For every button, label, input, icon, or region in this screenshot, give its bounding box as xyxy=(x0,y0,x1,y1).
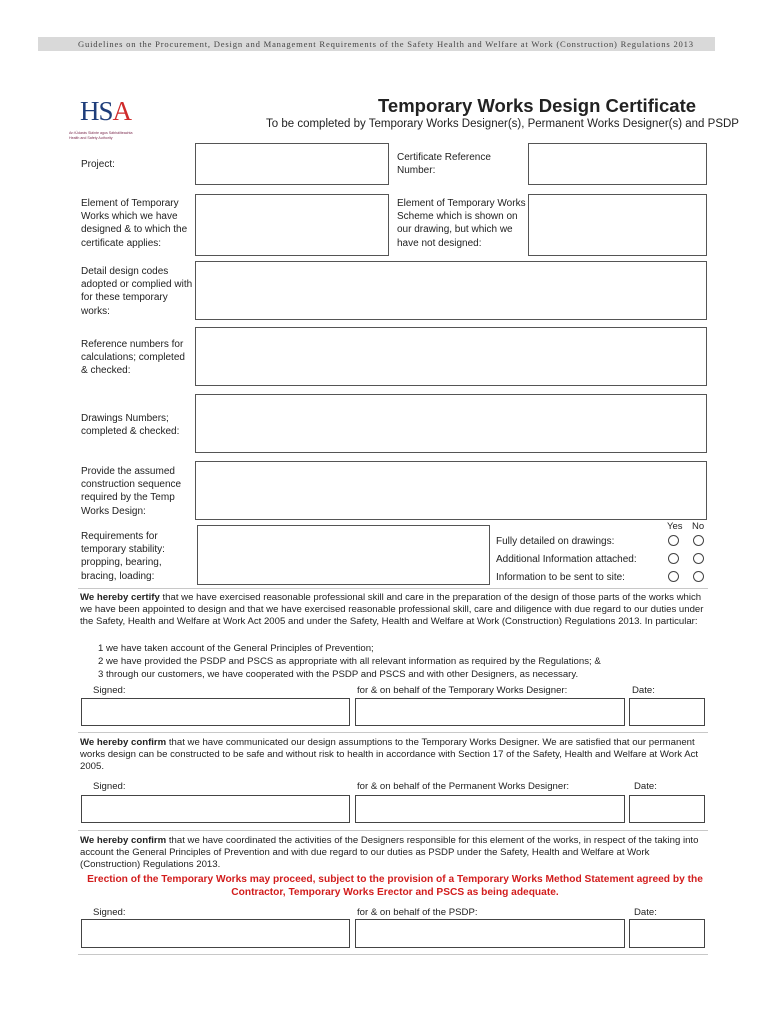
additional-info-no-radio[interactable] xyxy=(693,553,704,564)
twd-date-field[interactable] xyxy=(629,698,705,726)
option-label: Information to be sent to site: xyxy=(496,572,625,583)
cert-ref-label: Certificate Reference Number: xyxy=(397,152,491,177)
fully-detailed-yes-radio[interactable] xyxy=(668,535,679,546)
additional-info-yes-radio[interactable] xyxy=(668,553,679,564)
element-not-designed-label: Element of Temporary Works Scheme which is shown on our drawing, but which we have not designed: xyxy=(397,198,526,249)
option-label: Additional Information attached: xyxy=(496,554,637,565)
element-designed-field[interactable] xyxy=(195,194,389,256)
info-to-site-no-radio[interactable] xyxy=(693,571,704,582)
stability-field[interactable] xyxy=(197,525,490,585)
pwd-behalf-field[interactable] xyxy=(355,795,625,823)
element-not-designed-field[interactable] xyxy=(528,194,707,256)
hsa-logo xyxy=(80,96,131,127)
confirm-psdp-text: that we have coordinated the activities of the Designers responsible for this element of the works, in respect of the taking into account the General Principles of Prevention and with due regard to our duties as PSDP under the Safety, Health and Welfare at Work (Construction) Regulations 2013. xyxy=(80,835,699,871)
section-divider xyxy=(78,830,708,831)
date-label: Date: xyxy=(634,907,657,918)
confirm-psdp-lead: We hereby confirm xyxy=(80,835,167,846)
confirm-pwd-text: that we have communicated our design assumptions to the Temporary Works Designer. We are satisfied that our permanent works design can be constructed to be safe and without risk to health in accordance with Section 17 of the Safety, Health and Welfare at Work Act 2005. xyxy=(80,737,699,773)
certify-item: 2 we have provided the PSDP and PSCS as appropriate with all relevant information as required by the Regulations; & xyxy=(98,656,601,667)
psdp-date-field[interactable] xyxy=(629,919,705,948)
confirm-pwd-lead: We hereby confirm xyxy=(80,737,167,748)
twd-behalf-field[interactable] xyxy=(355,698,625,726)
design-codes-label: Detail design codes adopted or complied with for these temporary works: xyxy=(81,266,193,317)
no-header: No xyxy=(692,521,705,532)
info-to-site-yes-radio[interactable] xyxy=(668,571,679,582)
element-designed-label: Element of Temporary Works which we have designed & to which the certificate applies: xyxy=(81,198,188,249)
yes-header: Yes xyxy=(667,521,683,532)
running-header: Guidelines on the Procurement, Design and Management Requirements of the Safety Health and Welfare at Work (Construction) Regulations 2013 xyxy=(78,39,694,49)
section-divider xyxy=(78,732,708,733)
behalf-label: for & on behalf of the Permanent Works Designer: xyxy=(357,781,570,792)
sequence-label: Provide the assumed construction sequence required by the Temp Works Design: xyxy=(81,466,182,517)
logo-main: HS xyxy=(80,96,113,126)
certify-lead: We hereby certify xyxy=(80,592,160,603)
signed-label: Signed: xyxy=(93,781,126,792)
stability-label: Requirements for temporary stability: propping, bearing, bracing, loading: xyxy=(81,531,165,582)
calc-refs-label: Reference numbers for calculations; completed & checked: xyxy=(81,339,185,377)
project-label: Project: xyxy=(81,159,115,170)
form-subtitle: To be completed by Temporary Works Designer(s), Permanent Works Designer(s) and PSDP xyxy=(266,118,739,130)
certify-text: that we have exercised reasonable professional skill and care in the preparation of the design of those parts of the works which we have been appointed to design and that we have exercised reasonable professional skill, care and diligence with due regard to our duties under the Safety, Health and Welfare at Work Act 2005 and under the Safety, Health and Welfare at Work (Construction) Regulations 2013. In particular: xyxy=(80,592,704,628)
psdp-signature-field[interactable] xyxy=(81,919,350,948)
date-label: Date: xyxy=(634,781,657,792)
design-codes-field[interactable] xyxy=(195,261,707,320)
logo-subtext: An tÚdarás Sláinte agus Sábháilteachta Health and Safety Authority xyxy=(69,131,133,140)
certify-item: 3 through our customers, we have cooperated with the PSDP and PSCS and with other Designers, as necessary. xyxy=(98,669,579,680)
drawings-label: Drawings Numbers; completed & checked: xyxy=(81,413,180,438)
calc-refs-field[interactable] xyxy=(195,327,707,386)
drawings-field[interactable] xyxy=(195,394,707,453)
signed-label: Signed: xyxy=(93,907,126,918)
project-field[interactable] xyxy=(195,143,389,185)
certify-item: 1 we have taken account of the General Principles of Prevention; xyxy=(98,643,374,654)
twd-signature-field[interactable] xyxy=(81,698,350,726)
section-divider xyxy=(78,954,708,955)
form-title: Temporary Works Design Certificate xyxy=(378,95,697,116)
pwd-date-field[interactable] xyxy=(629,795,705,823)
pwd-signature-field[interactable] xyxy=(81,795,350,823)
cert-ref-field[interactable] xyxy=(528,143,707,185)
logo-accent: A xyxy=(112,96,132,126)
confirm-psdp-paragraph xyxy=(80,835,708,872)
date-label: Date: xyxy=(632,685,655,696)
certify-paragraph xyxy=(80,592,708,629)
confirm-pwd-paragraph xyxy=(80,737,708,774)
section-divider xyxy=(78,588,708,589)
behalf-label: for & on behalf of the PSDP: xyxy=(357,907,478,918)
fully-detailed-no-radio[interactable] xyxy=(693,535,704,546)
behalf-label: for & on behalf of the Temporary Works Designer: xyxy=(357,685,568,696)
signed-label: Signed: xyxy=(93,685,126,696)
sequence-field[interactable] xyxy=(195,461,707,520)
proceed-warning: Erection of the Temporary Works may proceed, subject to the provision of a Temporary Works Method Statement agreed by the Contractor, Temporary Works Erector and PSCS as being adequate. xyxy=(87,874,703,898)
option-label: Fully detailed on drawings: xyxy=(496,536,615,547)
psdp-behalf-field[interactable] xyxy=(355,919,625,948)
